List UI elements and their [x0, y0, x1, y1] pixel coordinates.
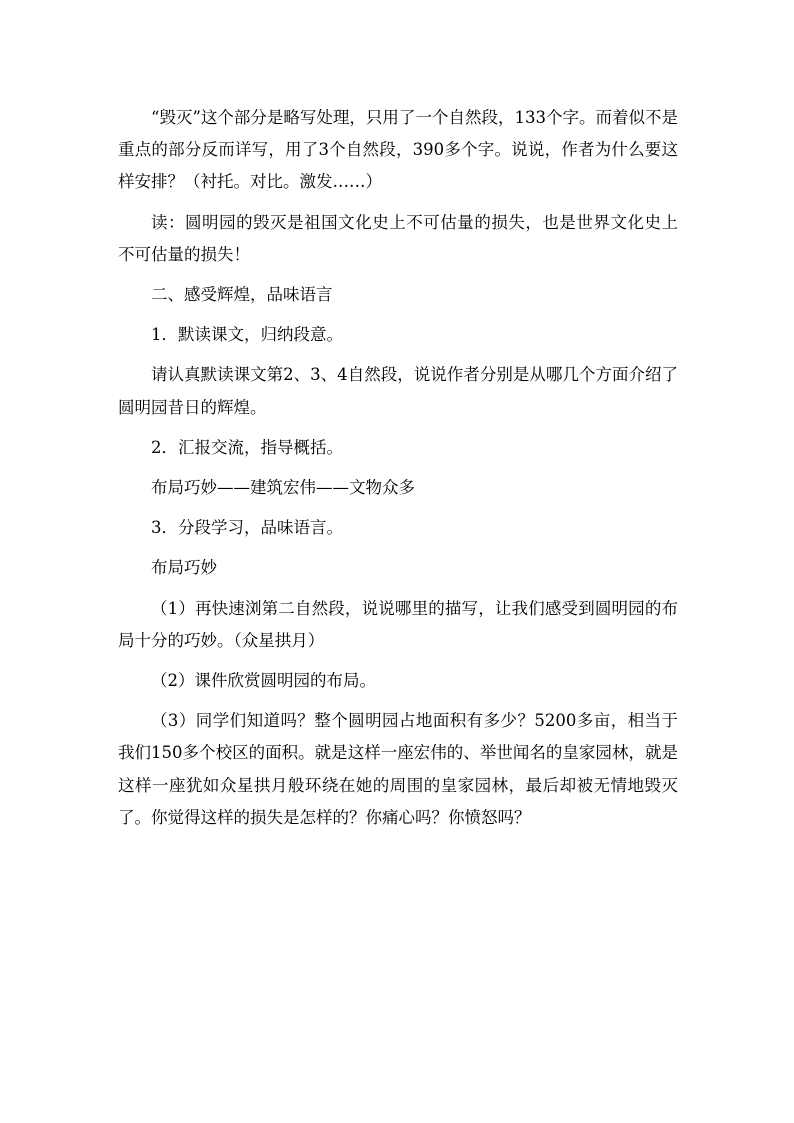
paragraph-summary-points: 布局巧妙——建筑宏伟——文物众多	[151, 478, 415, 498]
item-1-reread-paragraph: （1）再快速浏第二自然段，说说哪里的描写，让我们感受到圆明园的布局十分的巧妙。（众星拱月）	[118, 598, 678, 650]
paragraph-brief-vs-detailed: “毁灭”这个部分是略写处理，只用了一个自然段，133个字。而着似不是重点的部分反而详写，用了3个自然段，390多个字。说说，作者为什么要这样安排？（衬托。对比。激发……）	[118, 108, 678, 192]
subheading-clever-layout: 布局巧妙	[151, 558, 217, 578]
document-body	[118, 102, 678, 834]
step-1-silent-reading: 1．默读课文，归纳段意。	[151, 325, 343, 345]
paragraph-read-aloud: 读：圆明园的毁灭是祖国文化史上不可估量的损失，也是世界文化史上不可估量的损失！	[118, 212, 678, 264]
item-2-courseware-layout: （2）课件欣赏圆明园的布局。	[151, 671, 376, 691]
step-3-section-study: 3．分段学习，品味语言。	[151, 518, 343, 538]
paragraph-reading-instruction: 请认真默读课文第2、3、4自然段，说说作者分别是从哪几个方面介绍了圆明园昔日的辉煌。	[118, 365, 678, 417]
step-2-report-exchange: 2．汇报交流，指导概括。	[151, 437, 343, 457]
item-3-area-question: （3）同学们知道吗？整个圆明园占地面积有多少？5200多亩，相当于我们150多个校区的面积。就是这样一座宏伟的、举世闻名的皇家园林，就是这样一座犹如众星拱月般环绕在她的周围的皇家园林，最后却被无情地毁灭了。你觉得这样的损失是怎样的？你痛心吗？你愤怒吗？	[118, 711, 678, 827]
section-heading-feel-glory: 二、感受辉煌，品味语言	[151, 285, 333, 305]
